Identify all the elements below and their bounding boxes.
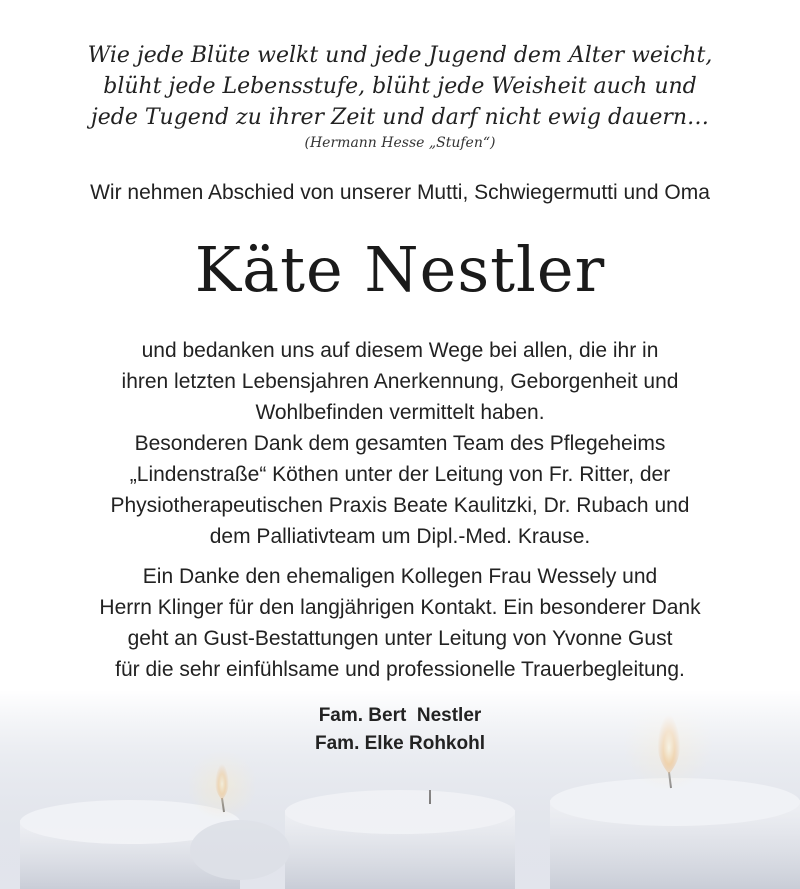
paragraph-line: Physiotherapeutischen Praxis Beate Kaulitzki, Dr. Rubach und (110, 494, 690, 517)
paragraph-line: und bedanken uns auf diesem Wege bei allen, die ihr in (141, 339, 659, 362)
farewell-intro: Wir nehmen Abschied von unserer Mutti, Schwiegermutti und Oma (90, 181, 710, 204)
thanks-paragraph (0, 335, 800, 428)
quote-line: blüht jede Lebensstufe, blüht jede Weisheit auch und (103, 74, 697, 99)
paragraph-line: dem Palliativteam um Dipl.-Med. Krause. (209, 525, 591, 548)
paragraph-line: geht an Gust-Bestattungen unter Leitung von Yvonne Gust (127, 627, 673, 650)
quote-line: Wie jede Blüte welkt und jede Jugend dem Alter weicht, (87, 43, 713, 68)
paragraph-line: „Lindenstraße“ Köthen unter der Leitung von Fr. Ritter, der (129, 463, 671, 486)
special-thanks-paragraph (0, 428, 800, 552)
quote-line: jede Tugend zu ihrer Zeit und darf nicht ewig dauern… (90, 105, 710, 130)
paragraph-line: Herrn Klinger für den langjährigen Kontakt. Ein besonderer Dank (99, 596, 701, 619)
signature-family: Fam. Bert Nestler (318, 705, 482, 726)
signature-family: Fam. Elke Rohkohl (315, 733, 485, 754)
hesse-quote (0, 40, 800, 133)
paragraph-line: Besonderen Dank dem gesamten Team des Pflegeheims (134, 432, 666, 455)
paragraph-line: ihren letzten Lebensjahren Anerkennung, Geborgenheit und (121, 370, 679, 393)
deceased-name: Käte Nestler (194, 233, 606, 306)
colleagues-thanks-paragraph (0, 561, 800, 685)
quote-source: (Hermann Hesse „Stufen“) (304, 135, 496, 151)
signatures (0, 702, 800, 758)
paragraph-line: Wohlbefinden vermittelt haben. (255, 401, 545, 424)
paragraph-line: Ein Danke den ehemaligen Kollegen Frau Wessely und (142, 565, 658, 588)
paragraph-line: für die sehr einfühlsame und professionelle Trauerbegleitung. (115, 658, 685, 681)
